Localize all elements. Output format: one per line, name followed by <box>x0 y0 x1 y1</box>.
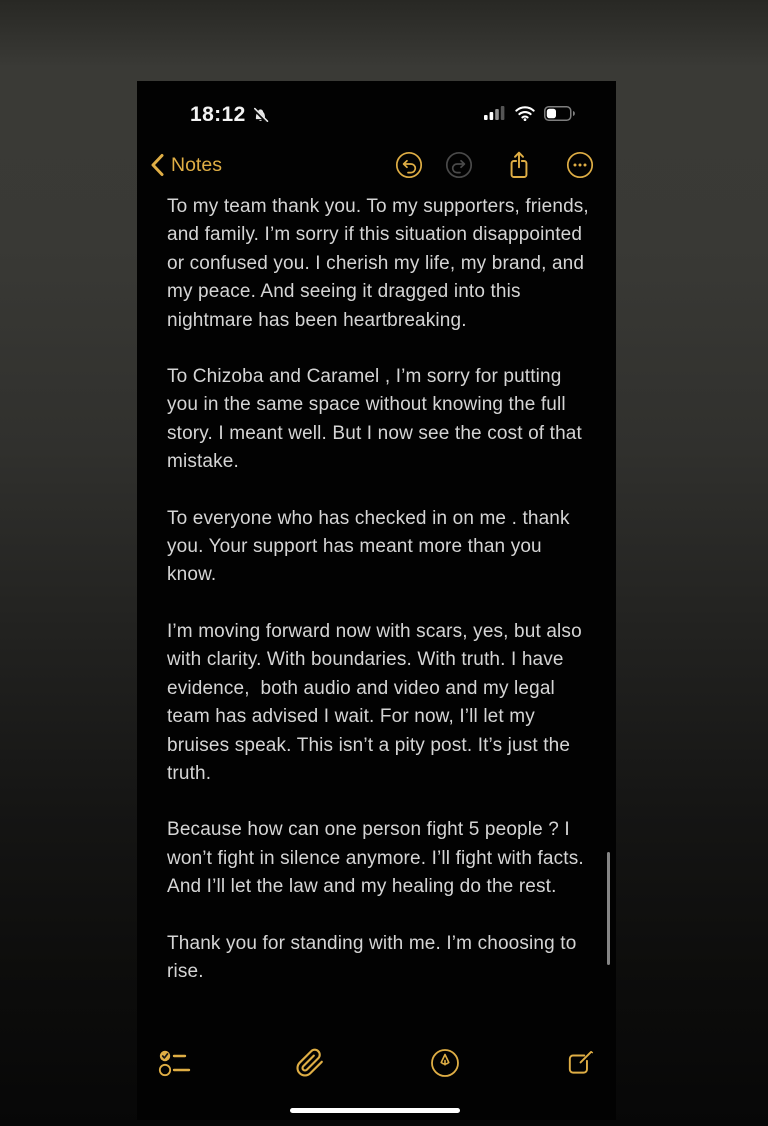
chevron-left-icon <box>150 153 164 177</box>
cellular-signal-icon <box>484 106 506 121</box>
compose-note-button[interactable] <box>560 1043 600 1083</box>
bell-slash-icon <box>251 106 270 125</box>
note-paragraph: Because how can one person fight 5 people ? I won’t fight in silence anymore. I’ll fight with facts. And I’ll let the law and my healing do the rest. <box>167 819 589 898</box>
status-time: 18:12 <box>190 103 246 126</box>
more-options-button[interactable] <box>566 151 594 179</box>
note-paragraph: To everyone who has checked in on me . thank you. Your support has meant more than you know. <box>167 507 576 586</box>
scrollbar-thumb[interactable] <box>607 852 610 965</box>
battery-fill <box>547 109 556 118</box>
note-content[interactable] <box>167 193 595 1014</box>
back-to-notes-button[interactable] <box>150 153 222 177</box>
redo-button[interactable] <box>445 151 473 179</box>
status-bar <box>137 81 616 137</box>
battery-icon <box>544 106 575 121</box>
paperclip-icon[interactable] <box>290 1043 330 1083</box>
wifi-icon <box>515 106 535 121</box>
bottom-toolbar <box>137 1043 616 1085</box>
home-indicator[interactable] <box>290 1108 460 1113</box>
undo-button[interactable] <box>395 151 423 179</box>
note-paragraph: To Chizoba and Caramel , I’m sorry for putting you in the same space without knowing the full story. I meant well. But I now see the cost of that mistake. <box>167 366 588 473</box>
nav-bar <box>137 147 616 189</box>
notes-app-screenshot <box>137 81 616 1120</box>
note-paragraph: Thank you for standing with me. I’m choosing to rise. <box>167 932 582 982</box>
note-paragraph: I’m moving forward now with scars, yes, but also with clarity. With boundaries. With truth. I have evidence, both audio and video and my legal team has advised I wait. For now, I’ll let my bruises speak. This isn’t a pity post. It’s just the truth. <box>167 620 588 784</box>
checklist-button[interactable] <box>155 1043 195 1083</box>
share-icon[interactable] <box>505 149 533 177</box>
note-paragraph: To my team thank you. To my supporters, friends, and family. I’m sorry if this situation disappointed or confused you. I cherish my life, my brand, and my peace. And seeing it dragged into this nightmare has been heartbreaking. <box>167 196 595 331</box>
back-button-label: Notes <box>171 153 222 176</box>
markup-pen-icon[interactable] <box>425 1043 465 1083</box>
